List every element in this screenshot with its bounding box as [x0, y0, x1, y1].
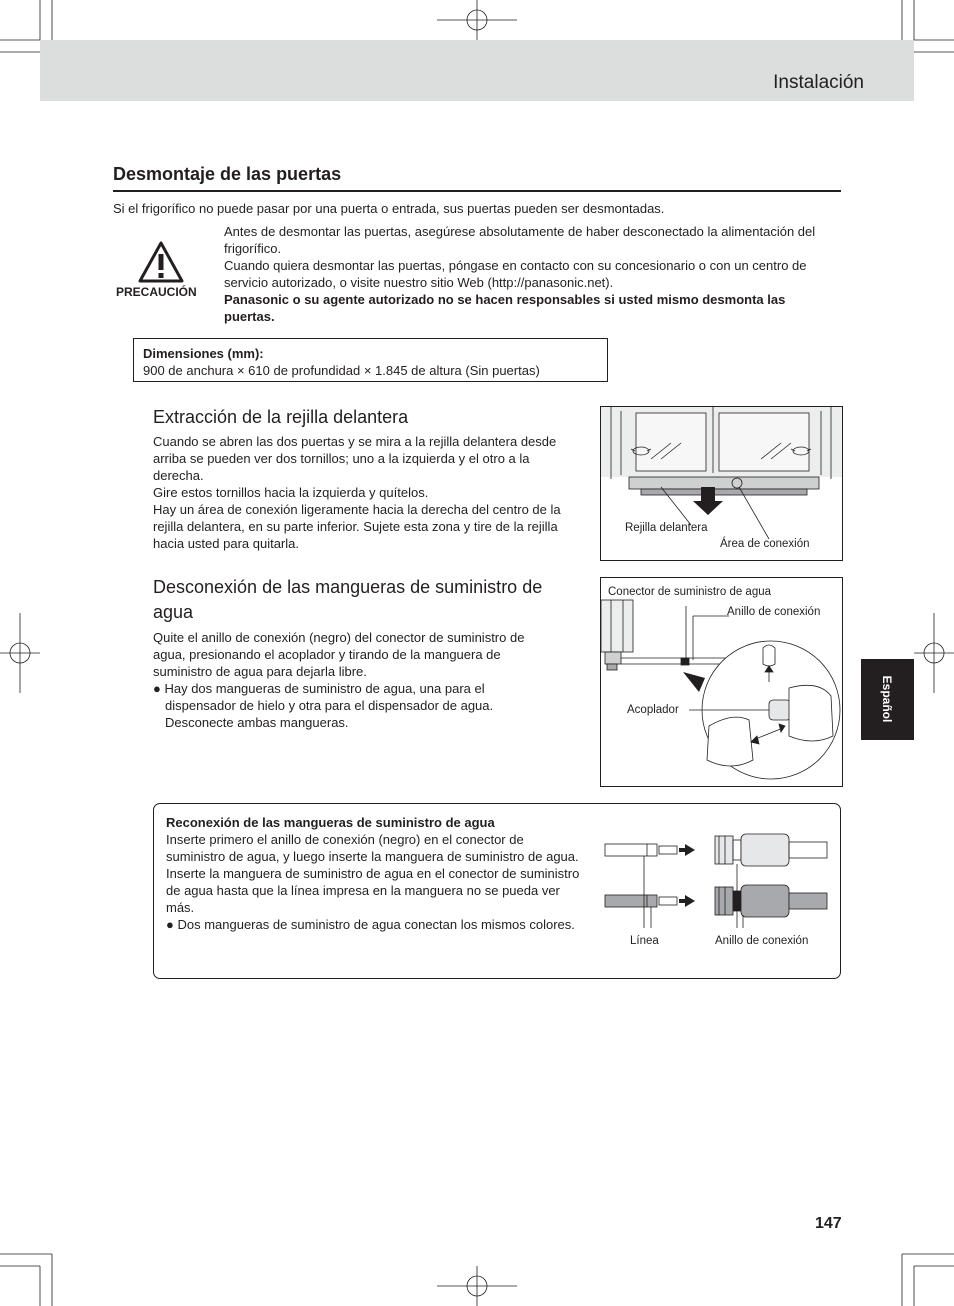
figure-label-connection-ring: Anillo de conexión	[727, 606, 821, 618]
figure-label-connection-area: Área de conexión	[720, 538, 810, 550]
page-number: 147	[815, 1215, 842, 1232]
grille-text	[153, 433, 573, 552]
grille-paragraph: Hay un área de conexión ligeramente hacia la derecha del centro de la rejilla delantera, en su parte inferior. Sujete esta zona y tire de la rejilla hacia usted para quitarla.	[153, 502, 561, 551]
reconnect-paragraph: Inserte la manguera de suministro de agua en el conector de suministro de agua hasta que la línea impresa en la manguera no se pueda ver más.	[166, 866, 580, 915]
dimensions-value: 900 de anchura × 610 de profundidad × 1.845 de altura (Sin puertas)	[143, 363, 540, 378]
figure-label-line: Línea	[630, 935, 659, 947]
caution-paragraph: Antes de desmontar las puertas, asegúrese absolutamente de haber desconectado la alimentación del frigorífico.	[224, 224, 816, 256]
grille-title: Extracción de la rejilla delantera	[153, 407, 409, 427]
language-tab	[861, 659, 914, 740]
warning-icon	[138, 241, 184, 283]
section-rule	[113, 190, 841, 192]
reconnect-box	[153, 803, 841, 979]
figure-label-water-connector: Conector de suministro de agua	[608, 586, 772, 598]
hoses-paragraph: Quite el anillo de conexión (negro) del conector de suministro de agua, presionando el acoplador y tirando de la manguera de suministro de agua para dejarla libre.	[153, 630, 525, 679]
reconnect-paragraph: Inserte primero el anillo de conexión (negro) en el conector de suministro de agua, y luego inserte la manguera de suministro de agua.	[166, 832, 579, 864]
intro-text: Si el frigorífico no puede pasar por una puerta o entrada, sus puertas pueden ser desmontadas.	[113, 201, 665, 216]
grille-figure	[600, 406, 843, 561]
hoses-figure	[600, 577, 843, 787]
caution-label: PRECAUCIÓN	[116, 285, 197, 299]
reconnect-illustration	[599, 828, 839, 928]
dimensions-label: Dimensiones (mm):	[143, 346, 264, 361]
caution-bold-paragraph: Panasonic o su agente autorizado no se hacen responsables si usted mismo desmonta las puertas.	[224, 292, 786, 324]
section-title: Desmontaje de las puertas	[113, 164, 342, 184]
figure-label-connection-ring: Anillo de conexión	[715, 935, 809, 947]
grille-paragraph: Cuando se abren las dos puertas y se mira a la rejilla delantera desde arriba se pueden ver dos tornillos; uno a la izquierda y el otro a la derecha.	[153, 434, 557, 483]
figure-label-grille: Rejilla delantera	[625, 522, 708, 534]
hoses-title: Desconexión de las mangueras de suministro de agua	[153, 577, 543, 622]
header-title: Instalación	[773, 72, 864, 93]
dimensions-box	[133, 338, 608, 382]
grille-paragraph: Gire estos tornillos hacia la izquierda y quítelos.	[153, 485, 429, 500]
reconnect-bullet: ● Dos mangueras de suministro de agua conectan los mismos colores.	[166, 917, 575, 932]
language-tab-label: Español	[880, 675, 894, 723]
figure-label-coupler: Acoplador	[627, 704, 679, 716]
hoses-text	[153, 629, 553, 731]
reconnect-title: Reconexión de las mangueras de suministro de agua	[166, 815, 495, 830]
caution-paragraph: Cuando quiera desmontar las puertas, póngase en contacto con su concesionario o con un centro de servicio autorizado, o visite nuestro sitio Web (http://panasonic.net).	[224, 258, 807, 290]
hoses-bullet: ● Hay dos mangueras de suministro de agua, una para el dispensador de hielo y otra para el dispensador de agua. Desconecte ambas mangueras.	[153, 681, 494, 730]
caution-text	[224, 223, 834, 325]
reconnect-text	[166, 814, 586, 933]
